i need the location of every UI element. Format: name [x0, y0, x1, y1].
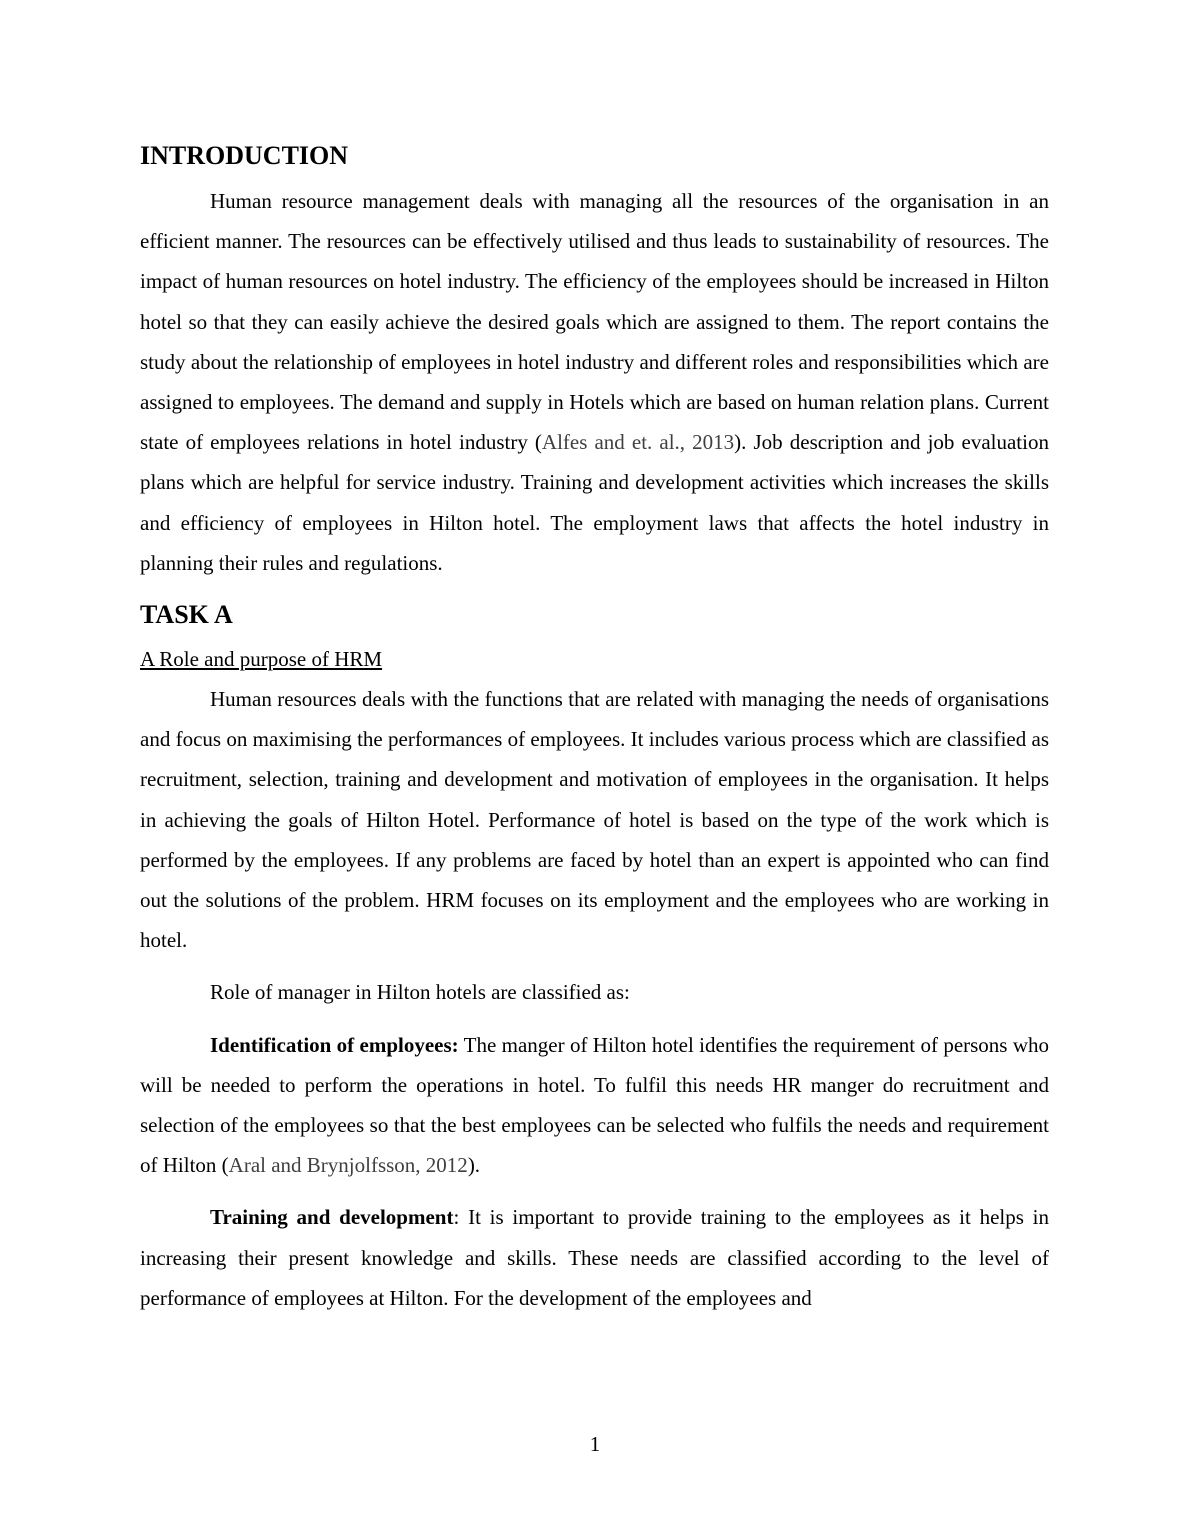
training-text: : It is important to provide training to the employees as it helps in increasing their present knowledge and skills. These needs are classified according to the level of performance of employees at Hilton. For the development of the employees and	[140, 1205, 1049, 1310]
page-number: 1	[589, 1432, 601, 1456]
hrm-paragraph: Human resources deals with the functions that are related with managing the needs of organisations and focus on maximising the performances of employees. It includes various process which are classified as recruitment, selection, training and development and motivation of employees in the organisation. It helps in achieving the goals of Hilton Hotel. Performance of hotel is based on the type of the work which is performed by the employees. If any problems are faced by hotel than an expert is appointed who can find out the solutions of the problem. HRM focuses on its employment and the employees who are working in hotel.	[140, 687, 1049, 953]
introduction-paragraph	[140, 181, 1049, 583]
citation-alfes: Alfes and et. al., 2013	[541, 430, 735, 455]
intro-text-a: Human resource management deals with managing all the resources of the organisation in an efficient manner. The resources can be effectively utilised and thus leads to sustainability of resources. The impact of human resources on hotel industry. The efficiency of the employees should be increased in Hilton hotel so that they can easily achieve the desired goals which are assigned to them. The report contains the study about the relationship of employees in hotel industry and different roles and responsibilities which are assigned to employees. The demand and supply in Hotels which are based on human relation plans. Current state of employees relations in hotel industry (	[140, 189, 1049, 455]
citation-aral: Aral and Brynjolfsson, 2012	[228, 1153, 468, 1178]
identification-text-b: ).	[467, 1153, 481, 1178]
manager-role-intro: Role of manager in Hilton hotels are classified as:	[210, 980, 630, 1005]
identification-paragraph	[140, 1025, 1049, 1186]
training-label: Training and development	[210, 1205, 454, 1230]
intro-text-b: ). Job description and job evaluation plans which are helpful for service industry. Training and development activities which increases the skills and efficiency of employees in Hilton hotel. The employment laws that affects the hotel industry in planning their rules and regulations.	[140, 430, 1049, 575]
identification-text-a: The manger of Hilton hotel identifies the requirement of persons who will be needed to perform the operations in hotel. To fulfil this needs HR manger do recruitment and selection of the employees so that the best employees can be selected who fulfils the needs and requirement of Hilton (	[140, 1032, 1049, 1178]
task-a-subheading: A Role and purpose of HRM	[140, 647, 383, 672]
introduction-heading: INTRODUCTION	[140, 141, 349, 170]
document-page	[140, 138, 1049, 1318]
identification-label: Identification of employees:	[210, 1032, 459, 1057]
task-a-heading: TASK A	[140, 600, 233, 630]
training-paragraph	[140, 1197, 1049, 1318]
